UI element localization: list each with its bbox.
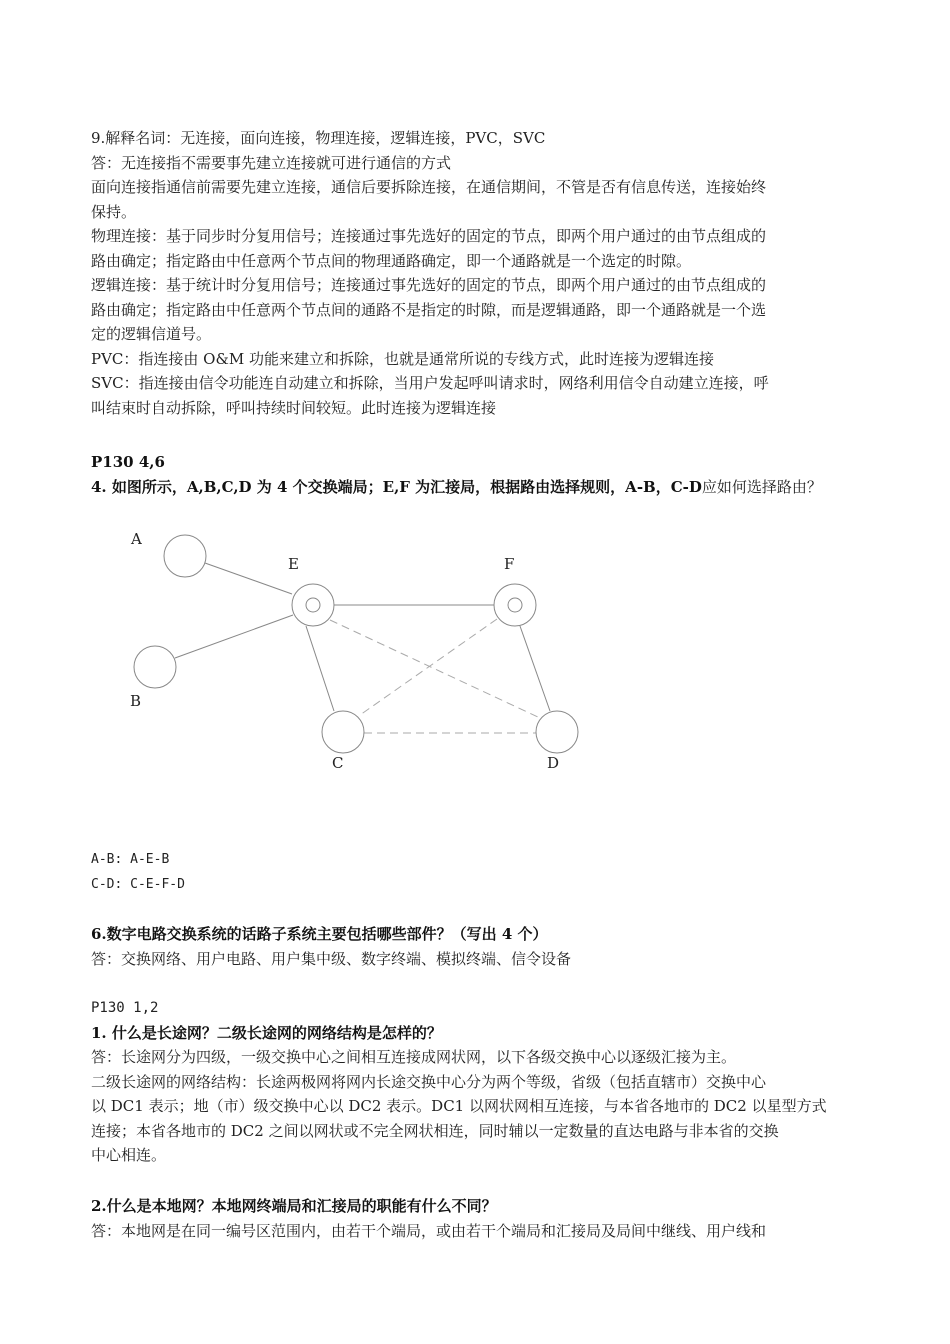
edge-f-d [520, 626, 550, 711]
label-b: B [130, 692, 142, 710]
answers-q4 [91, 847, 861, 897]
edge-e-d-dashed [330, 620, 540, 718]
question-2-title: 2.什么是本地网？本地网终端局和汇接局的职能有什么不同？ [91, 1197, 497, 1215]
question-1-line: 二级长途网的网络结构：长途两极网将网内长途交换中心分为两个等级，省级（包括直辖市）交换中心 [91, 1072, 767, 1091]
edge-e-c [306, 626, 334, 711]
section-p130-12 [91, 996, 861, 1168]
section-9-line: 逻辑连接：基于统计时分复用信号；连接通过事先选好的固定的节点，即两个用户通过的由节点组成的 [91, 276, 767, 294]
section-9-line: 答：无连接指不需要事先建立连接就可进行通信的方式 [91, 153, 452, 172]
question-1-line: 以 DC1 表示；地（市）级交换中心以 DC2 表示。DC1 以网状网相互连接，与本省各地市的 DC2 以星型方式 [91, 1097, 827, 1115]
node-d [536, 711, 578, 753]
node-a [164, 535, 206, 577]
section-header-p130-12: P130 1,2 [91, 1000, 159, 1016]
question-1-line: 连接；本省各地市的 DC2 之间以网状或不完全网状相连，同时辅以一定数量的直达电路与非本省的交换 [91, 1121, 779, 1140]
question-4-rest: 应如何选择路由？ [701, 477, 822, 496]
node-e-inner [306, 598, 320, 612]
section-9-line: 路由确定；指定路由中任意两个节点间的物理通路确定，即一个通路就是一个选定的时隙。 [91, 251, 692, 270]
section-6 [91, 922, 861, 971]
answer-c-d: C-D: C-E-F-D [91, 877, 185, 892]
node-c [322, 711, 364, 753]
section-9-line: 叫结束时自动拆除，呼叫持续时间较短。此时连接为逻辑连接 [91, 398, 497, 417]
section-9-title: 9.解释名词：无连接，面向连接，物理连接，逻辑连接，PVC，SVC [91, 129, 546, 147]
answer-a-b: A-B: A-E-B [91, 852, 170, 867]
section-6-title: 6.数字电路交换系统的话路子系统主要包括哪些部件？（写出 4 个） [91, 925, 548, 943]
section-9-line: 保持。 [91, 202, 137, 221]
label-d: D [547, 754, 560, 772]
question-2-line: 答：本地网是在同一编号区范围内，由若干个端局，或由若干个端局和汇接局及局间中继线、用户线和 [91, 1221, 767, 1240]
question-1-title: 1. 什么是长途网？二级长途网的网络结构是怎样的？ [91, 1023, 442, 1042]
section-9-line: 定的逻辑信道号。 [91, 325, 212, 343]
section-9-line: 面向连接指通信前需要先建立连接，通信后要拆除连接，在通信期间，不管是否有信息传送，连接始终 [91, 178, 767, 196]
label-e: E [288, 555, 299, 573]
node-f-inner [508, 598, 522, 612]
section-9-line: 物理连接：基于同步时分复用信号；连接通过事先选好的固定的节点，即两个用户通过的由节点组成的 [91, 227, 767, 245]
section-9-line: SVC：指连接由信令功能连自动建立和拆除，当用户发起呼叫请求时，网络利用信令自动建立连接，呼 [91, 374, 769, 392]
label-f: F [504, 555, 515, 573]
section-9-line: 路由确定；指定路由中任意两个节点间的通路不是指定的时隙，而是逻辑通路，即一个通路就是一个选 [91, 300, 767, 319]
section-6-answer: 答：交换网络、用户电路、用户集中级、数字终端、模拟终端、信令设备 [91, 949, 572, 968]
edge-b-e [175, 615, 293, 658]
question-1-line: 答：长途网分为四级，一级交换中心之间相互连接成网状网，以下各级交换中心以逐级汇接为主。 [91, 1048, 737, 1066]
edge-a-e [205, 563, 292, 594]
question-4-bold: 4. 如图所示，A,B,C,D 为 4 个交换端局；E,F 为汇接局，根据路由选择规则，A-B，C-D [91, 477, 702, 496]
section-header-p130-46: P130 4,6 [91, 453, 165, 471]
edge-f-c-dashed [360, 619, 497, 715]
label-a: A [131, 530, 142, 548]
node-b [134, 646, 176, 688]
question-1-line: 中心相连。 [91, 1146, 167, 1164]
label-c: C [332, 754, 344, 772]
question-2-block [91, 1194, 861, 1243]
section-9-line: PVC：指连接由 O&M 功能来建立和拆除，也就是通常所说的专线方式，此时连接为逻辑连接 [91, 349, 714, 368]
